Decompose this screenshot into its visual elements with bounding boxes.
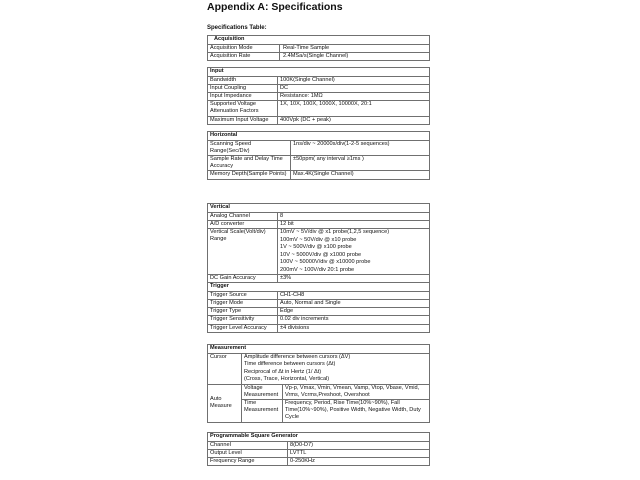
row-label: Maximum Input Voltage: [208, 116, 278, 124]
row-value: [242, 353, 430, 384]
table-row: [208, 116, 430, 124]
measurement-header: Measurement: [208, 345, 430, 354]
table-row: [208, 171, 430, 179]
input-table: [207, 67, 430, 125]
row-value: Frequency, Period, Rise Time(10%~90%), Fall Time(10%~90%), Positive Width, Negative Width, Duty Cycle: [283, 400, 430, 423]
row-value: 8: [278, 212, 430, 220]
table-row: [208, 156, 430, 171]
table-row: [208, 353, 430, 384]
row-label: Bandwidth: [208, 76, 278, 84]
table-row: [208, 101, 430, 116]
table-row: [208, 76, 430, 84]
scale-line: 10mV ~ 5V/div @ x1 probe(1,2,5 sequence): [280, 229, 390, 235]
table-caption: Specifications Table:: [207, 25, 267, 31]
table-row: [208, 291, 430, 299]
sub-label: Voltage Measurement: [242, 384, 283, 399]
measurement-table: [207, 344, 430, 423]
table-row: [208, 220, 430, 228]
row-value: 0-250KHz: [288, 458, 430, 466]
row-value: 100K(Single Channel): [278, 76, 430, 84]
row-label: Trigger Sensitivity: [208, 316, 278, 324]
row-label: Trigger Type: [208, 308, 278, 316]
row-label: Scanning Speed Range(Sec/Div): [208, 140, 291, 155]
table-row: [208, 229, 430, 275]
sub-label: Time Measurement: [242, 400, 283, 423]
vertical-table: [207, 203, 430, 333]
table-row: [208, 316, 430, 324]
row-value: CH1-CH8: [278, 291, 430, 299]
table-row: [208, 93, 430, 101]
row-label: Acquisition Rate: [208, 52, 280, 60]
row-value: 2.4MSa/s(Single Channel): [280, 52, 430, 60]
cursor-line: Time difference between cursors (Δt): [244, 361, 336, 368]
table-row: [208, 441, 430, 449]
square-generator-header: Programmable Square Generator: [208, 433, 430, 442]
row-value: LVTTL: [288, 449, 430, 457]
row-label: Trigger Mode: [208, 300, 278, 308]
row-label: DC Gain Accuracy: [208, 275, 278, 283]
row-value: 8(D0-D7): [288, 441, 430, 449]
row-value: Auto, Normal and Single: [278, 300, 430, 308]
row-value: 1X, 10X, 100X, 1000X, 10000X, 20:1: [278, 101, 430, 116]
row-label: Output Level: [208, 449, 288, 457]
row-label: Supported Voltage Attenuation Factors: [208, 101, 278, 116]
row-label: Trigger Source: [208, 291, 278, 299]
row-value: [278, 229, 430, 275]
horizontal-table: [207, 131, 430, 180]
row-value: ±50ppm( any interval ≥1ms ): [291, 156, 430, 171]
table-row: [208, 52, 430, 60]
table-row: [208, 324, 430, 332]
row-value: 400Vpk (DC + peak): [278, 116, 430, 124]
row-label: Input Coupling: [208, 84, 278, 92]
row-value: Real-Time Sample: [280, 44, 430, 52]
row-label: Acquisition Mode: [208, 44, 280, 52]
table-row: [208, 308, 430, 316]
row-label: Vertical Scale(Volt/div) Range: [208, 229, 278, 275]
trigger-header: Trigger: [208, 283, 430, 292]
scale-line: 100V ~ 50000V/div @ x10000 probe: [280, 259, 371, 265]
row-value: Vp-p, Vmax, Vmin, Vmean, Vamp, Vtop, Vbase, Vmid, Vrms, Vcrms,Preshoot, Overshoot: [283, 384, 430, 399]
horizontal-header: Horizontal: [208, 132, 430, 141]
row-value: DC: [278, 84, 430, 92]
table-row: [208, 300, 430, 308]
cursor-line: Reciprocal of Δt in Hertz (1/ Δt): [244, 368, 322, 375]
row-label: A/D converter: [208, 220, 278, 228]
scale-line: 1V ~ 500V/div @ x100 probe: [280, 244, 352, 250]
row-label: Channel: [208, 441, 288, 449]
row-label: Cursor: [208, 353, 242, 384]
row-label: Frequency Range: [208, 458, 288, 466]
row-value: ±3%: [278, 275, 430, 283]
cursor-line: (Cross, Trace, Horizontal, Vertical): [244, 376, 330, 383]
square-generator-table: [207, 432, 430, 466]
table-row: [208, 458, 430, 466]
acquisition-table: [207, 35, 430, 61]
cursor-line: Amplitude difference between cursors (ΔV): [244, 353, 351, 360]
vertical-header: Vertical: [208, 204, 430, 213]
row-value: Max.4K(Single Channel): [291, 171, 430, 179]
row-value: Edge: [278, 308, 430, 316]
table-row: [208, 44, 430, 52]
row-value: ±4 divisions: [278, 324, 430, 332]
table-row: [208, 140, 430, 155]
page-title: Appendix A: Specifications: [207, 1, 343, 13]
table-row: [208, 84, 430, 92]
row-label: Analog Channel: [208, 212, 278, 220]
row-value: 12 bit: [278, 220, 430, 228]
table-row: [208, 400, 430, 423]
row-value: 0.02 div increments: [278, 316, 430, 324]
row-label: Input Impedance: [208, 93, 278, 101]
row-value: 1ns/div ~ 20000s/div(1-2-5 sequences): [291, 140, 430, 155]
row-label: Trigger Level Accuracy: [208, 324, 278, 332]
row-label: Memory Depth(Sample Points): [208, 171, 291, 179]
row-label: Sample Rate and Delay Time Accuracy: [208, 156, 291, 171]
table-row: [208, 449, 430, 457]
acquisition-header: Acquisition: [208, 36, 430, 45]
scale-line: 10V ~ 5000V/div @ x1000 probe: [280, 251, 362, 258]
table-row: [208, 212, 430, 220]
row-label: Auto Measure: [208, 384, 242, 422]
scale-line: 100mV ~ 50V/div @ x10 probe: [280, 236, 357, 243]
table-row: [208, 275, 430, 283]
table-row: [208, 384, 430, 399]
row-value: Resistance: 1MΩ: [278, 93, 430, 101]
scale-line: 200mV ~ 100V/div 20:1 probe: [280, 266, 355, 273]
input-header: Input: [208, 68, 430, 77]
